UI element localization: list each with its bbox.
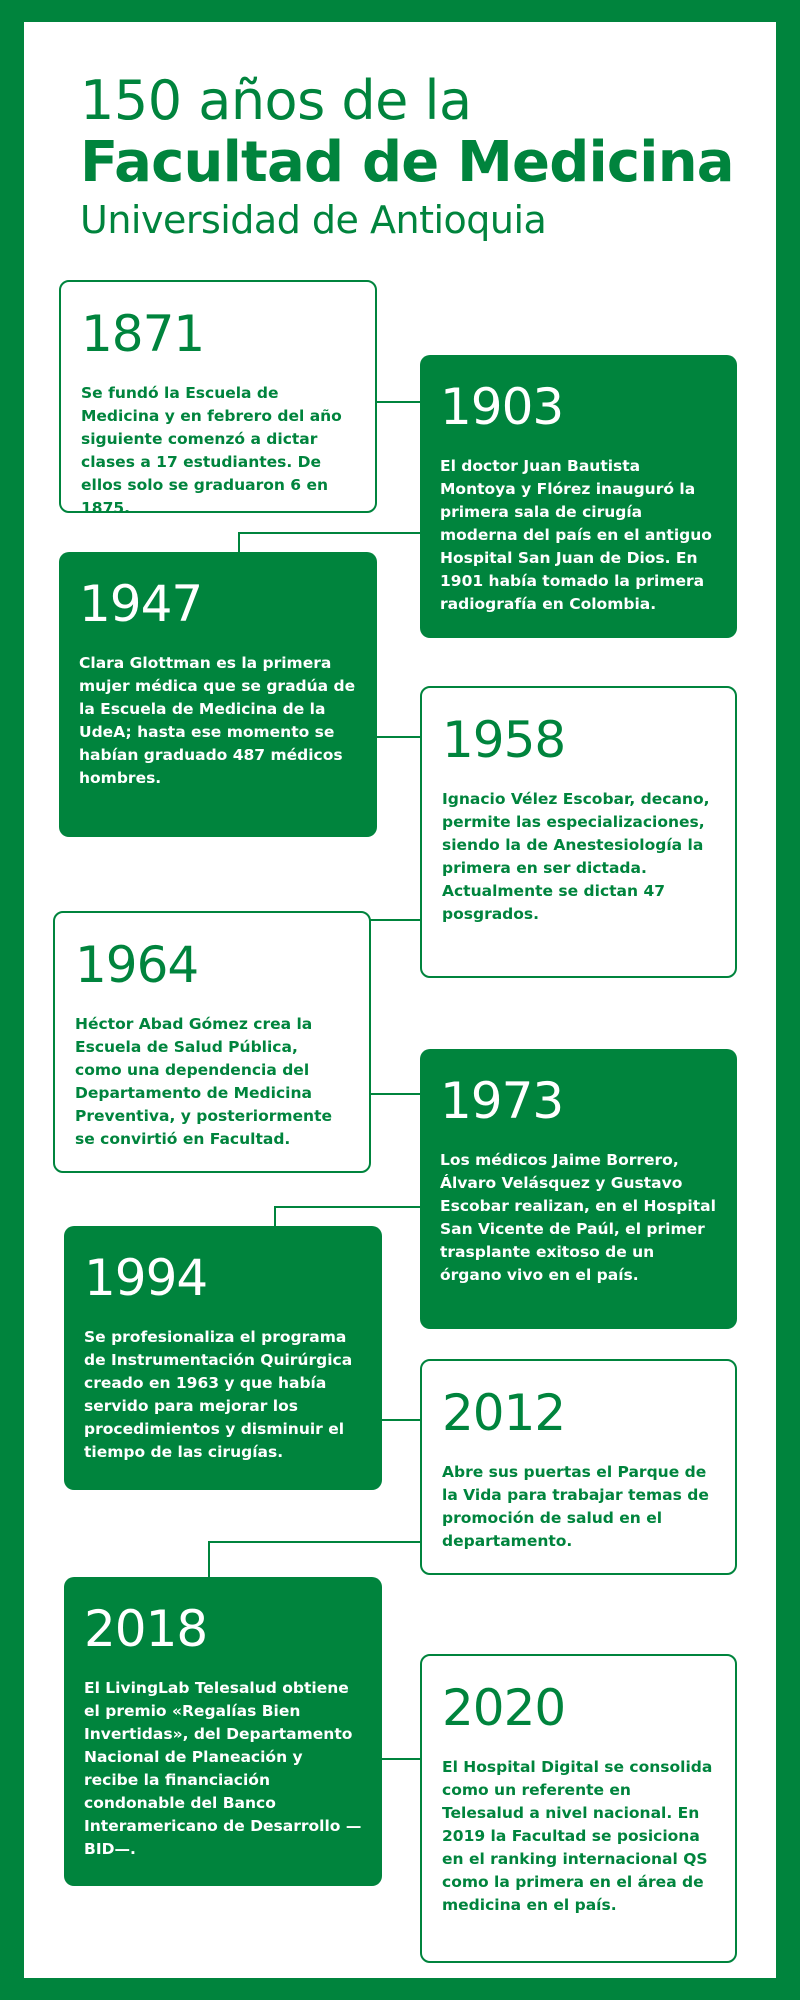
connector <box>375 401 422 403</box>
timeline-card-1958 <box>420 686 737 978</box>
event-description: Clara Glottman es la primera mujer médica que se gradúa de la Escuela de Medicina de la UdeA; hasta ese momento se habían graduado 487 médicos hombres. <box>79 654 356 787</box>
event-year: 2018 <box>84 1600 208 1658</box>
connector <box>380 1419 422 1421</box>
event-year: 1871 <box>81 305 205 363</box>
connector <box>375 736 422 738</box>
event-year: 1994 <box>84 1249 208 1307</box>
connector <box>369 1093 422 1095</box>
page-title <box>80 70 734 244</box>
event-year: 2020 <box>442 1679 566 1737</box>
timeline-card-1871 <box>59 280 377 517</box>
event-year: 1973 <box>440 1072 564 1130</box>
title-line-1: 150 años de la <box>80 69 472 132</box>
title-line-2: Facultad de Medicina <box>80 130 734 195</box>
connector <box>238 532 240 554</box>
connector <box>369 919 422 921</box>
timeline-card-1973 <box>420 1049 737 1329</box>
timeline-card-1947 <box>59 552 377 837</box>
connector <box>274 1206 422 1208</box>
timeline-card-1964 <box>53 911 371 1173</box>
event-description: Abre sus puertas el Parque de la Vida para trabajar temas de promoción de salud en el departamento. <box>442 1463 709 1550</box>
event-description: Héctor Abad Gómez crea la Escuela de Salud Pública, como una dependencia del Departamento de Medicina Preventiva, y posteriormente se convirtió en Facultad. <box>75 1015 332 1148</box>
event-description: Se profesionaliza el programa de Instrumentación Quirúrgica creado en 1963 y que había servido para mejorar los procedimientos y disminuir el tiempo de las cirugías. <box>84 1328 353 1461</box>
event-year: 1958 <box>442 711 566 769</box>
event-year: 2012 <box>442 1384 566 1442</box>
timeline-card-2020 <box>420 1654 737 1963</box>
event-year: 1903 <box>440 378 564 436</box>
event-description: El Hospital Digital se consolida como un referente en Telesalud a nivel nacional. En 2019 la Facultad se posiciona en el ranking internacional QS como la primera en el área de medicina en el país. <box>442 1758 713 1914</box>
timeline-card-1903 <box>420 355 737 638</box>
event-description: Ignacio Vélez Escobar, decano, permite las especializaciones, siendo la de Anestesiología la primera en ser dictada. Actualmente se dictan 47 posgrados. <box>442 790 710 923</box>
connector <box>380 1758 422 1760</box>
connector <box>238 532 422 534</box>
connector <box>208 1541 422 1543</box>
event-year: 1964 <box>75 936 199 994</box>
title-line-3: Universidad de Antioquia <box>80 198 547 242</box>
event-description: El doctor Juan Bautista Montoya y Flórez inauguró la primera sala de cirugía moderna del país en el antiguo Hospital San Juan de Dios. En 1901 había tomado la primera radiografía en Colombia. <box>440 457 712 613</box>
connector <box>208 1541 210 1577</box>
timeline-card-2018 <box>64 1577 382 1886</box>
event-description: Se fundó la Escuela de Medicina y en febrero del año siguiente comenzó a dictar clases a 17 estudiantes. De ellos solo se graduaron 6 en 1875. <box>81 384 342 517</box>
event-description: Los médicos Jaime Borrero, Álvaro Velásquez y Gustavo Escobar realizan, en el Hospital San Vicente de Paúl, el primer trasplante exitoso de un órgano vivo en el país. <box>440 1151 716 1284</box>
timeline-card-1994 <box>64 1226 382 1490</box>
event-description: El LivingLab Telesalud obtiene el premio «Regalías Bien Invertidas», del Departamento Nacional de Planeación y recibe la financiación condonable del Banco Interamericano de Desarrollo —BID—. <box>84 1679 362 1858</box>
connector <box>274 1206 276 1226</box>
event-year: 1947 <box>79 575 203 633</box>
timeline-card-2012 <box>420 1359 737 1575</box>
